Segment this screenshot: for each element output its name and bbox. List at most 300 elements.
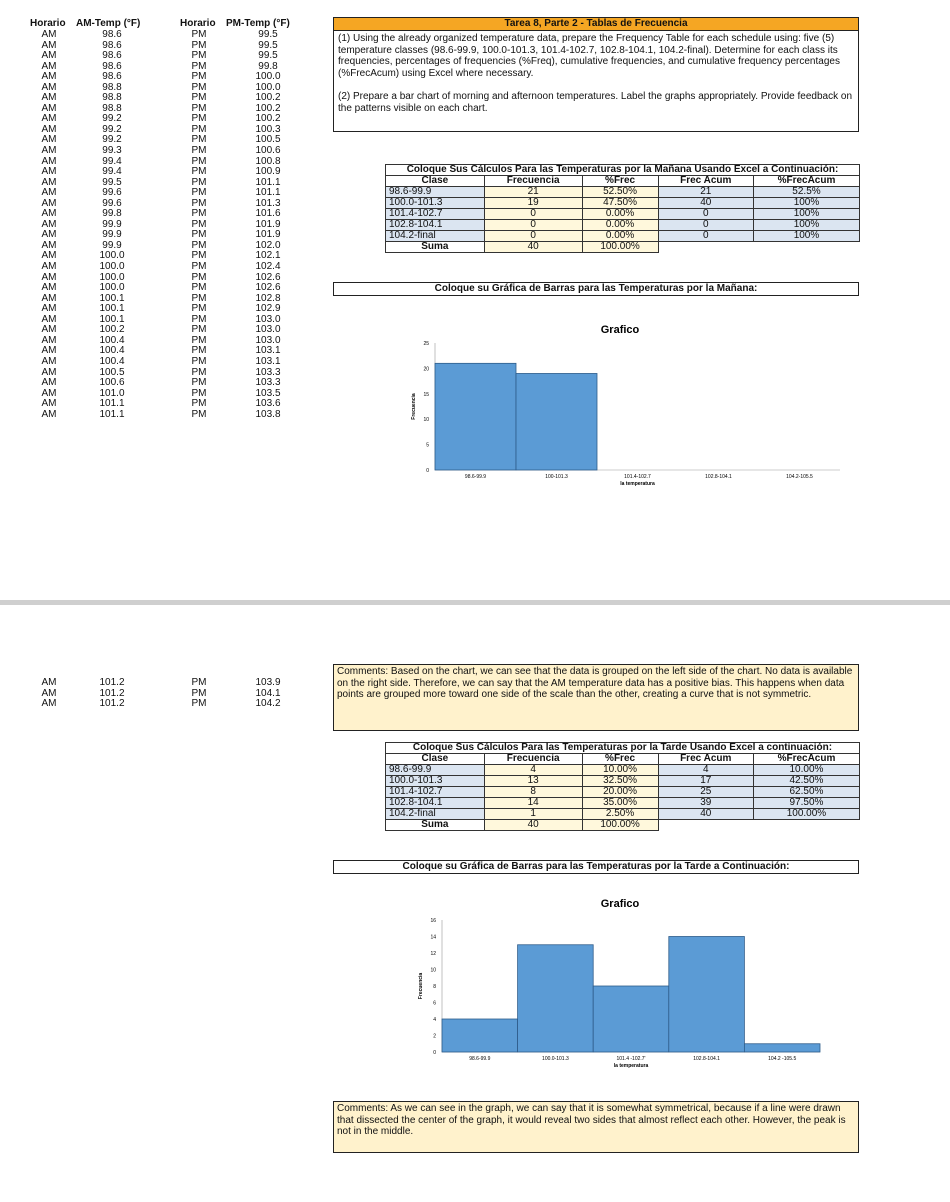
- cell-acum: 4: [658, 765, 753, 776]
- period-cell: PM: [191, 92, 207, 104]
- temp-cell: 98.6: [102, 60, 122, 72]
- temp-cell: 103.0: [255, 324, 281, 336]
- y-axis-label: Frecuencia: [411, 393, 417, 420]
- header-frecuencia: Frecuencia: [484, 176, 582, 187]
- temp-cell: 98.6: [102, 71, 122, 83]
- temp-cell: 103.0: [255, 334, 281, 346]
- period-cell: PM: [191, 687, 207, 699]
- period-cell: PM: [191, 155, 207, 167]
- temp-cell: 98.6: [102, 39, 122, 51]
- y-tick-label: 16: [430, 918, 436, 924]
- period-cell: PM: [191, 698, 207, 710]
- period-cell: PM: [191, 303, 207, 315]
- x-tick-label: 101.4 -102.7': [616, 1056, 646, 1062]
- temp-cell: 99.9: [102, 229, 122, 241]
- period-cell: AM: [41, 208, 57, 220]
- afternoon-table-title: Coloque Sus Cálculos Para las Temperaturas por la Tarde Usando Excel a continuación:: [386, 743, 860, 754]
- temp-cell: 98.8: [102, 102, 122, 114]
- task-paragraph-2: (2) Prepare a bar chart of morning and afternoon temperatures. Label the graphs appropriately. Provide feedback on the patterns visible on each chart.: [338, 91, 853, 114]
- am-period-column-page2: [36, 678, 62, 710]
- cell-acum: 17: [658, 776, 753, 787]
- y-tick-label: 15: [423, 391, 429, 398]
- x-tick-label: 102.8-104.1: [693, 1056, 720, 1062]
- cell-pacum: 97.50%: [753, 798, 859, 809]
- cell-pacum: 52.5%: [753, 187, 859, 198]
- period-cell: AM: [41, 261, 57, 273]
- period-cell: AM: [41, 292, 57, 304]
- period-cell: PM: [191, 239, 207, 251]
- period-cell: AM: [41, 334, 57, 346]
- chart-title: Grafico: [600, 898, 640, 910]
- period-cell: PM: [191, 229, 207, 241]
- suma-label: Suma: [386, 820, 485, 831]
- period-cell: PM: [191, 292, 207, 304]
- period-cell: PM: [191, 187, 207, 199]
- temp-cell: 102.1: [255, 250, 281, 262]
- header-pfrec: %Frec: [582, 176, 658, 187]
- cell-frec: 1: [484, 809, 582, 820]
- period-cell: PM: [191, 176, 207, 188]
- temp-cell: 102.9: [255, 303, 281, 315]
- temp-cell: 99.9: [102, 239, 122, 251]
- period-cell: AM: [41, 345, 57, 357]
- cell-acum: 25: [658, 787, 753, 798]
- temp-cell: 100.0: [255, 81, 281, 93]
- header-pfrecacum: %FrecAcum: [753, 754, 859, 765]
- temp-cell: 101.9: [255, 218, 281, 230]
- cell-pfrec: 0.00%: [582, 209, 658, 220]
- temp-cell: 103.5: [255, 387, 281, 399]
- pm-temp-column-page2: [248, 678, 288, 710]
- table-row: [386, 787, 860, 798]
- temp-cell: 99.8: [102, 208, 122, 220]
- temp-cell: 101.6: [255, 208, 281, 220]
- period-cell: AM: [41, 123, 57, 135]
- am-temp-header: AM-Temp (°F): [76, 18, 141, 29]
- am-temp-column-page2: [92, 678, 132, 710]
- temp-cell: 101.3: [255, 197, 281, 209]
- y-tick-label: 2: [433, 1033, 436, 1040]
- cell-pacum: 100%: [753, 198, 859, 209]
- cell-frec: 13: [484, 776, 582, 787]
- am-period-column: [36, 30, 62, 420]
- header-clase: Clase: [386, 176, 485, 187]
- y-tick-label: 5: [426, 442, 429, 449]
- temp-cell: 101.2: [99, 687, 125, 699]
- morning-bar-chart: [380, 318, 860, 496]
- y-tick-label: 12: [430, 951, 436, 957]
- x-tick-label: 98.6-99.9: [469, 1056, 491, 1062]
- period-cell: AM: [41, 387, 57, 399]
- period-cell: AM: [41, 303, 57, 315]
- y-tick-label: 0: [433, 1050, 436, 1056]
- morning-comment: Comments: Based on the chart, we can see that the data is grouped on the left side of the chart. No data is available on the right side. Therefore, we can say that the AM temperature data has a positive bias. This happens when data points are grouped more toward one side of the scale than the other, creating a curve that is not symmetric.: [333, 664, 859, 731]
- temp-cell: 100.2: [99, 324, 125, 336]
- cell-pfrec: 0.00%: [582, 231, 658, 242]
- period-cell: AM: [41, 92, 57, 104]
- temp-cell: 98.8: [102, 92, 122, 104]
- cell-acum: 0: [658, 209, 753, 220]
- table-row: [386, 220, 860, 231]
- cell-acum: 21: [658, 187, 753, 198]
- temp-cell: 101.1: [255, 176, 281, 188]
- y-tick-label: 10: [423, 417, 429, 424]
- period-cell: PM: [191, 677, 207, 688]
- x-tick-label: 98.6-99.9: [464, 474, 487, 480]
- pm-period-header: Horario: [180, 18, 216, 29]
- period-cell: AM: [41, 282, 57, 294]
- pm-temp-column: [248, 30, 288, 420]
- header-frecuencia: Frecuencia: [484, 754, 582, 765]
- temp-cell: 100.1: [99, 303, 125, 315]
- period-cell: AM: [41, 50, 57, 62]
- temp-cell: 101.1: [255, 187, 281, 199]
- period-cell: AM: [41, 39, 57, 51]
- cell-clase: 102.8-104.1: [386, 798, 485, 809]
- temp-cell: 101.1: [99, 408, 125, 420]
- temp-cell: 100.8: [255, 155, 281, 167]
- cell-pacum: 100%: [753, 220, 859, 231]
- table-row: [386, 776, 860, 787]
- cell-frec: 0: [484, 209, 582, 220]
- temp-cell: 99.5: [258, 50, 278, 62]
- period-cell: AM: [41, 408, 57, 420]
- period-cell: PM: [191, 366, 207, 378]
- cell-pacum: 100.00%: [753, 809, 859, 820]
- period-cell: PM: [191, 324, 207, 336]
- period-cell: PM: [191, 261, 207, 273]
- y-tick-label: 8: [433, 984, 436, 990]
- task-title: Tarea 8, Parte 2 - Tablas de Frecuencia: [334, 18, 858, 31]
- period-cell: PM: [191, 377, 207, 389]
- bar: [593, 986, 669, 1052]
- cell-clase: 101.4-102.7: [386, 209, 485, 220]
- cell-acum: 0: [658, 231, 753, 242]
- period-cell: AM: [41, 698, 57, 710]
- period-cell: AM: [41, 366, 57, 378]
- cell-acum: 39: [658, 798, 753, 809]
- afternoon-frequency-table: [385, 742, 860, 831]
- cell-pfrec: 35.00%: [582, 798, 658, 809]
- afternoon-bar-chart: [380, 892, 860, 1082]
- header-frecacum: Frec Acum: [658, 176, 753, 187]
- task-paragraph-1: (1) Using the already organized temperature data, prepare the Frequency Table for each schedule using: five (5) temperature classes (98.6-99.9, 100.0-101.3, 101.4-102.7, 102.8-104.1, 104.2-final). Determine for each class its frequencies, percentages of frequencies (%Freq), cumulative frequencies, and cumulative frequency percentages (%FrecAcum) using Excel where necessary.: [338, 33, 840, 79]
- temp-cell: 104.2: [255, 698, 281, 710]
- cell-pfrec: 52.50%: [582, 187, 658, 198]
- temp-cell: 99.2: [102, 123, 122, 135]
- table-row: [386, 798, 860, 809]
- period-cell: PM: [191, 345, 207, 357]
- am-temp-column: [92, 30, 132, 420]
- period-cell: PM: [191, 102, 207, 114]
- cell-clase: 101.4-102.7: [386, 787, 485, 798]
- period-cell: PM: [191, 134, 207, 146]
- period-cell: PM: [191, 387, 207, 399]
- temp-cell: 100.4: [99, 345, 125, 357]
- cell-acum: 40: [658, 809, 753, 820]
- cell-clase: 98.6-99.9: [386, 187, 485, 198]
- period-cell: AM: [41, 687, 57, 699]
- period-cell: AM: [41, 239, 57, 251]
- temp-cell: 100.3: [255, 123, 281, 135]
- header-clase: Clase: [386, 754, 485, 765]
- temp-cell: 101.2: [99, 677, 125, 688]
- table-row: [386, 809, 860, 820]
- period-cell: AM: [41, 71, 57, 83]
- temp-cell: 99.2: [102, 113, 122, 125]
- suma-pfrec: 100.00%: [582, 242, 658, 253]
- temp-cell: 100.0: [255, 71, 281, 83]
- temp-cell: 103.1: [255, 355, 281, 367]
- suma-pfrec: 100.00%: [582, 820, 658, 831]
- cell-frec: 8: [484, 787, 582, 798]
- cell-frec: 0: [484, 220, 582, 231]
- morning-chart-box-title: Coloque su Gráfica de Barras para las Temperaturas por la Mañana:: [333, 282, 859, 296]
- cell-frec: 4: [484, 765, 582, 776]
- period-cell: PM: [191, 271, 207, 283]
- cell-frec: 0: [484, 231, 582, 242]
- period-cell: AM: [41, 102, 57, 114]
- cell-pfrec: 32.50%: [582, 776, 658, 787]
- temp-cell: 99.3: [102, 145, 122, 157]
- y-axis-label: Frecuencia: [418, 972, 424, 1000]
- temp-cell: 103.0: [255, 313, 281, 325]
- afternoon-comment: Comments: As we can see in the graph, we can say that it is somewhat symmetrical, because if a line were drawn that dissected the center of the graph, it would reveal two sides that almost reflect each other. However, the peak is not in the middle.: [333, 1101, 859, 1153]
- cell-pacum: 42.50%: [753, 776, 859, 787]
- temp-cell: 99.5: [102, 176, 122, 188]
- period-cell: PM: [191, 81, 207, 93]
- temp-cell: 100.9: [255, 166, 281, 178]
- temp-cell: 100.2: [255, 102, 281, 114]
- cell-acum: 40: [658, 198, 753, 209]
- period-cell: AM: [41, 145, 57, 157]
- table-row: [386, 209, 860, 220]
- temp-cell: 101.2: [99, 698, 125, 710]
- period-cell: AM: [41, 155, 57, 167]
- period-cell: PM: [191, 208, 207, 220]
- period-cell: PM: [191, 218, 207, 230]
- suma-label: Suma: [386, 242, 485, 253]
- temp-cell: 101.9: [255, 229, 281, 241]
- temp-cell: 100.0: [99, 261, 125, 273]
- chart-title: Grafico: [600, 324, 640, 336]
- temp-cell: 100.0: [99, 271, 125, 283]
- period-cell: PM: [191, 123, 207, 135]
- temp-cell: 99.4: [102, 166, 122, 178]
- page-separator: [0, 600, 950, 605]
- y-tick-label: 0: [426, 468, 429, 474]
- pm-period-column-page2: [186, 678, 212, 710]
- y-tick-label: 14: [430, 934, 436, 941]
- header-pfrecacum: %FrecAcum: [753, 176, 859, 187]
- temp-cell: 101.1: [99, 398, 125, 410]
- period-cell: PM: [191, 113, 207, 125]
- afternoon-chart-box-title: Coloque su Gráfica de Barras para las Temperaturas por la Tarde a Continuación:: [333, 860, 859, 874]
- bar: [516, 373, 597, 470]
- temp-cell: 102.6: [255, 271, 281, 283]
- period-cell: AM: [41, 250, 57, 262]
- bar: [669, 937, 745, 1053]
- temp-cell: 100.1: [99, 313, 125, 325]
- period-cell: AM: [41, 29, 57, 40]
- bar: [744, 1044, 820, 1052]
- morning-frequency-table: [385, 164, 860, 253]
- period-cell: AM: [41, 187, 57, 199]
- cell-pfrec: 20.00%: [582, 787, 658, 798]
- temp-cell: 102.0: [255, 239, 281, 251]
- y-tick-label: 20: [423, 366, 429, 373]
- y-tick-label: 4: [433, 1017, 436, 1023]
- period-cell: PM: [191, 408, 207, 420]
- temp-cell: 103.1: [255, 345, 281, 357]
- period-cell: PM: [191, 39, 207, 51]
- temp-cell: 103.8: [255, 408, 281, 420]
- temp-cell: 100.5: [99, 366, 125, 378]
- temp-cell: 100.0: [99, 282, 125, 294]
- period-cell: AM: [41, 81, 57, 93]
- period-cell: PM: [191, 282, 207, 294]
- bar: [442, 1019, 518, 1052]
- cell-clase: 104.2-final: [386, 231, 485, 242]
- period-cell: AM: [41, 324, 57, 336]
- cell-frec: 21: [484, 187, 582, 198]
- table-row: [386, 231, 860, 242]
- temp-cell: 100.2: [255, 92, 281, 104]
- period-cell: AM: [41, 313, 57, 325]
- task-instructions: [333, 17, 859, 132]
- cell-clase: 102.8-104.1: [386, 220, 485, 231]
- cell-acum: 0: [658, 220, 753, 231]
- x-tick-label: 104.2 -105.5: [768, 1056, 797, 1062]
- temp-cell: 98.6: [102, 50, 122, 62]
- cell-pfrec: 47.50%: [582, 198, 658, 209]
- temp-cell: 100.6: [255, 145, 281, 157]
- temp-cell: 104.1: [255, 687, 281, 699]
- period-cell: AM: [41, 377, 57, 389]
- period-cell: AM: [41, 398, 57, 410]
- suma-frec: 40: [484, 820, 582, 831]
- cell-pfrec: 0.00%: [582, 220, 658, 231]
- y-tick-label: 25: [423, 341, 429, 347]
- cell-pfrec: 2.50%: [582, 809, 658, 820]
- period-cell: AM: [41, 271, 57, 283]
- period-cell: PM: [191, 313, 207, 325]
- table-row: [386, 198, 860, 209]
- period-cell: AM: [41, 113, 57, 125]
- temp-cell: 100.2: [255, 113, 281, 125]
- header-pfrec: %Frec: [582, 754, 658, 765]
- cell-pacum: 100%: [753, 209, 859, 220]
- bar: [435, 363, 516, 470]
- cell-frec: 14: [484, 798, 582, 809]
- temp-cell: 100.5: [255, 134, 281, 146]
- temp-cell: 101.0: [99, 387, 125, 399]
- temp-cell: 103.3: [255, 366, 281, 378]
- cell-frec: 19: [484, 198, 582, 209]
- temp-cell: 99.6: [102, 187, 122, 199]
- period-cell: PM: [191, 60, 207, 72]
- period-cell: AM: [41, 134, 57, 146]
- pm-temp-header: PM-Temp (°F): [226, 18, 290, 29]
- temp-cell: 99.5: [258, 39, 278, 51]
- header-frecacum: Frec Acum: [658, 754, 753, 765]
- x-tick-label: 100-101.3: [545, 474, 568, 480]
- cell-clase: 100.0-101.3: [386, 776, 485, 787]
- cell-clase: 104.2-final: [386, 809, 485, 820]
- period-cell: AM: [41, 229, 57, 241]
- x-tick-label: 104.2-105.5: [786, 474, 813, 480]
- period-cell: PM: [191, 197, 207, 209]
- period-cell: PM: [191, 29, 207, 40]
- period-cell: AM: [41, 176, 57, 188]
- suma-frec: 40: [484, 242, 582, 253]
- period-cell: AM: [41, 677, 57, 688]
- temp-cell: 100.0: [99, 250, 125, 262]
- temp-cell: 99.8: [258, 60, 278, 72]
- period-cell: AM: [41, 355, 57, 367]
- period-cell: AM: [41, 166, 57, 178]
- temp-cell: 102.8: [255, 292, 281, 304]
- period-cell: PM: [191, 50, 207, 62]
- y-tick-label: 10: [430, 967, 436, 974]
- temp-cell: 100.4: [99, 355, 125, 367]
- period-cell: PM: [191, 355, 207, 367]
- period-cell: PM: [191, 166, 207, 178]
- temp-cell: 98.8: [102, 81, 122, 93]
- x-axis-label: la temperatura: [613, 1063, 649, 1069]
- period-cell: AM: [41, 218, 57, 230]
- temp-cell: 100.1: [99, 292, 125, 304]
- cell-clase: 100.0-101.3: [386, 198, 485, 209]
- x-tick-label: 100.0-101.3: [542, 1056, 569, 1062]
- cell-pfrec: 10.00%: [582, 765, 658, 776]
- temp-cell: 99.6: [102, 197, 122, 209]
- temp-cell: 100.6: [99, 377, 125, 389]
- temp-cell: 99.2: [102, 134, 122, 146]
- table-row: [386, 187, 860, 198]
- period-cell: PM: [191, 71, 207, 83]
- x-axis-label: la temperatura: [620, 481, 655, 487]
- period-cell: PM: [191, 334, 207, 346]
- x-tick-label: 101.4-102.7: [624, 474, 651, 480]
- temp-cell: 100.4: [99, 334, 125, 346]
- cell-pacum: 100%: [753, 231, 859, 242]
- table-row: [386, 765, 860, 776]
- period-cell: AM: [41, 60, 57, 72]
- x-tick-label: 102.8-104.1: [705, 474, 732, 480]
- period-cell: PM: [191, 250, 207, 262]
- temp-cell: 99.5: [258, 29, 278, 40]
- period-cell: PM: [191, 145, 207, 157]
- y-tick-label: 6: [433, 1000, 436, 1007]
- bar: [518, 945, 594, 1052]
- cell-pacum: 10.00%: [753, 765, 859, 776]
- temp-cell: 98.6: [102, 29, 122, 40]
- temp-cell: 102.4: [255, 261, 281, 273]
- temp-cell: 99.4: [102, 155, 122, 167]
- temp-cell: 99.9: [102, 218, 122, 230]
- cell-pacum: 62.50%: [753, 787, 859, 798]
- temp-cell: 103.3: [255, 377, 281, 389]
- temp-cell: 103.9: [255, 677, 281, 688]
- temp-cell: 102.6: [255, 282, 281, 294]
- cell-clase: 98.6-99.9: [386, 765, 485, 776]
- temp-cell: 103.6: [255, 398, 281, 410]
- period-cell: PM: [191, 398, 207, 410]
- period-cell: AM: [41, 197, 57, 209]
- pm-period-column: [186, 30, 212, 420]
- am-period-header: Horario: [30, 18, 66, 29]
